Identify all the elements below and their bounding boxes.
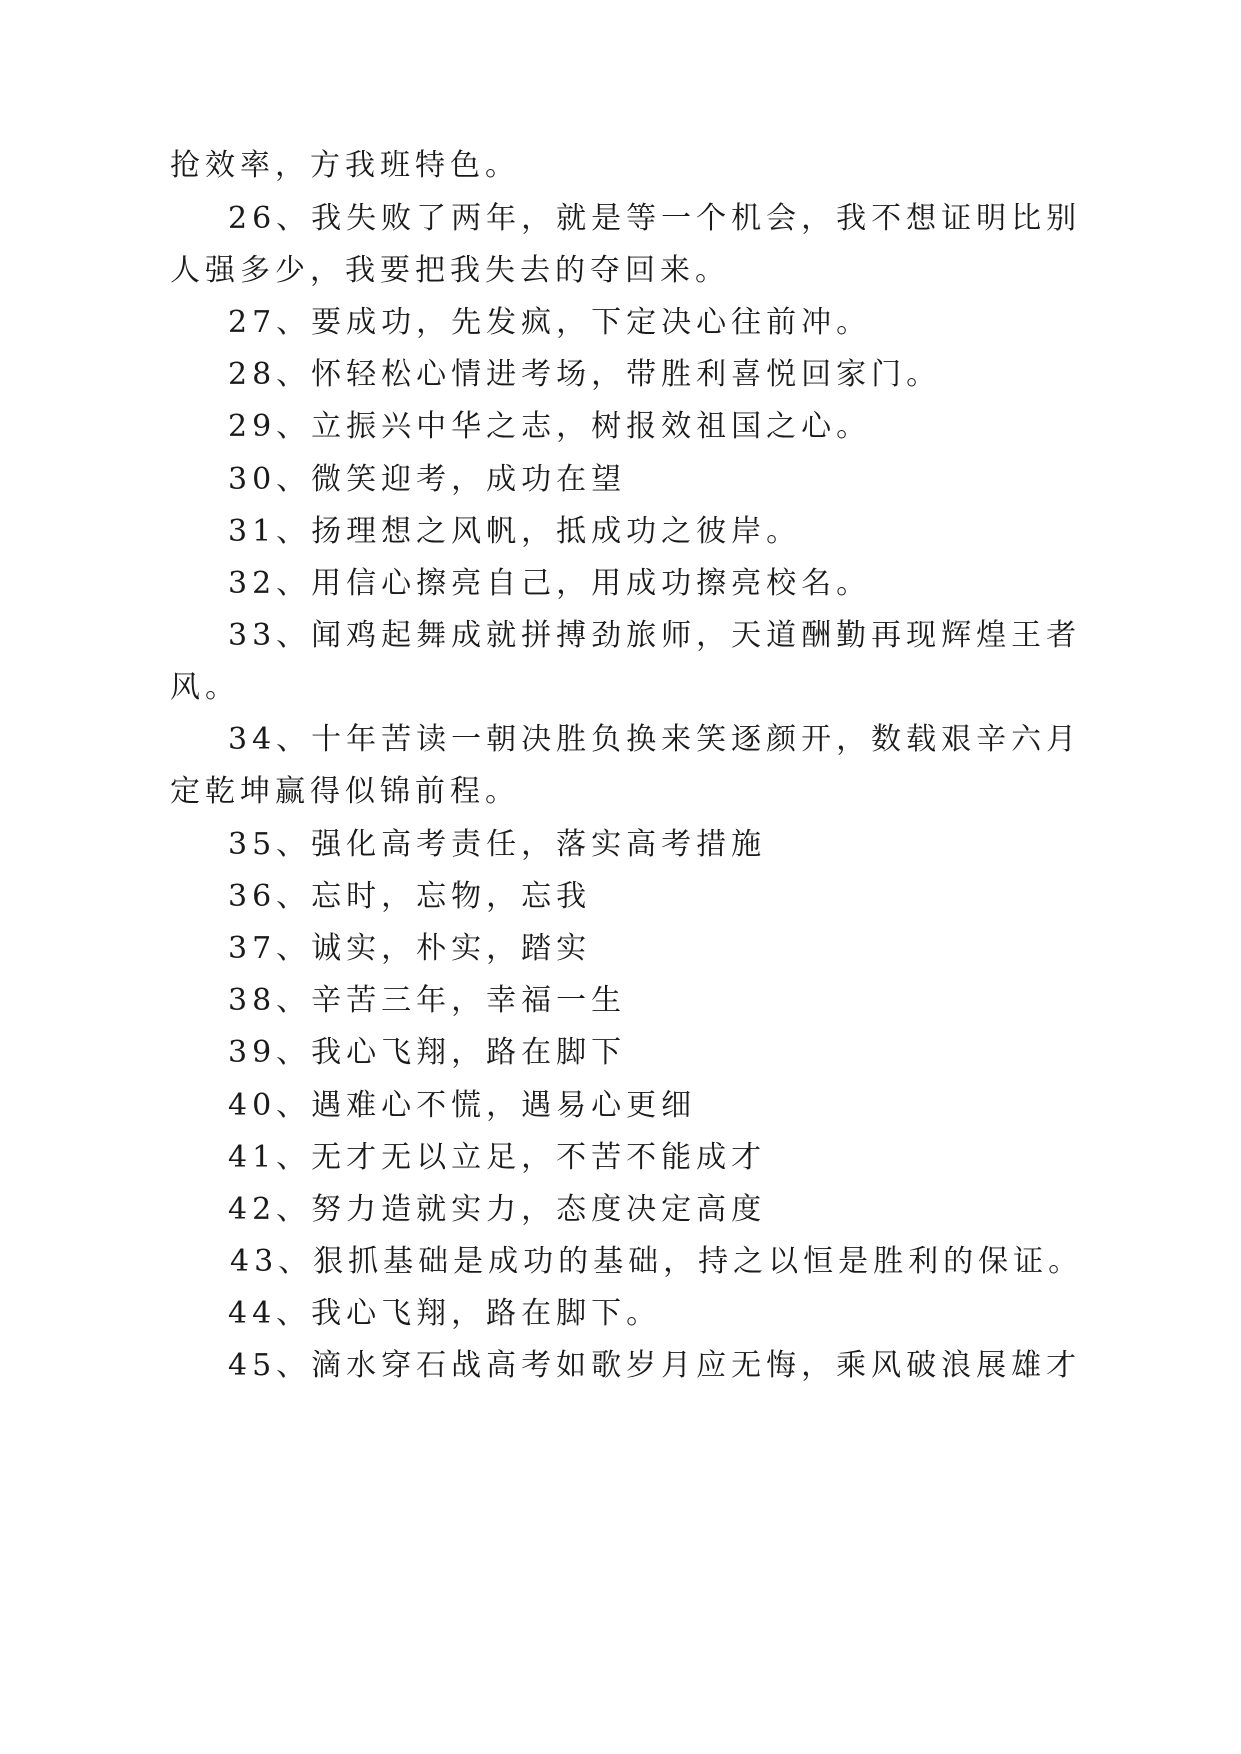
text-line-item-33: 33、闻鸡起舞成就拼搏劲旅师，天道酬勤再现辉煌王者 — [228, 618, 1082, 653]
text-line-item-42: 42、努力造就实力，态度决定高度 — [228, 1192, 767, 1227]
text-line-item-44: 44、我心飞翔，路在脚下。 — [228, 1296, 662, 1331]
text-line-item-40: 40、遇难心不慌，遇易心更细 — [228, 1088, 697, 1123]
text-line-item-28: 28、怀轻松心情进考场，带胜利喜悦回家门。 — [228, 357, 942, 392]
text-line-continuation: 抢效率，方我班特色。 — [170, 148, 520, 183]
text-line-item-31: 31、扬理想之风帆，抵成功之彼岸。 — [228, 514, 802, 549]
text-line-item-36: 36、忘时，忘物，忘我 — [228, 879, 592, 914]
text-line-item-26: 26、我失败了两年，就是等一个机会，我不想证明比别 — [228, 201, 1082, 236]
text-line-item-34-cont: 定乾坤赢得似锦前程。 — [170, 774, 520, 809]
text-line-item-33-cont: 风。 — [170, 670, 240, 705]
text-line-item-32: 32、用信心擦亮自己，用成功擦亮校名。 — [228, 566, 872, 601]
text-line-item-39: 39、我心飞翔，路在脚下 — [228, 1035, 627, 1070]
text-line-item-45: 45、滴水穿石战高考如歌岁月应无悔，乘风破浪展雄才 — [228, 1348, 1082, 1383]
text-line-item-34: 34、十年苦读一朝决胜负换来笑逐颜开，数载艰辛六月 — [228, 722, 1082, 757]
text-line-item-29: 29、立振兴中华之志，树报效祖国之心。 — [228, 409, 872, 444]
text-line-item-26-cont: 人强多少，我要把我失去的夺回来。 — [170, 253, 730, 288]
text-line-item-35: 35、强化高考责任，落实高考措施 — [228, 827, 767, 862]
text-line-item-41: 41、无才无以立足，不苦不能成才 — [228, 1140, 767, 1175]
text-line-item-37: 37、诚实，朴实，踏实 — [228, 931, 592, 966]
text-line-item-30: 30、微笑迎考，成功在望 — [228, 462, 627, 497]
text-line-item-38: 38、辛苦三年，幸福一生 — [228, 983, 627, 1018]
text-line-item-43: 43、狠抓基础是成功的基础，持之以恒是胜利的保证。 — [230, 1244, 1084, 1279]
text-line-item-27: 27、要成功，先发疯，下定决心往前冲。 — [228, 305, 872, 340]
